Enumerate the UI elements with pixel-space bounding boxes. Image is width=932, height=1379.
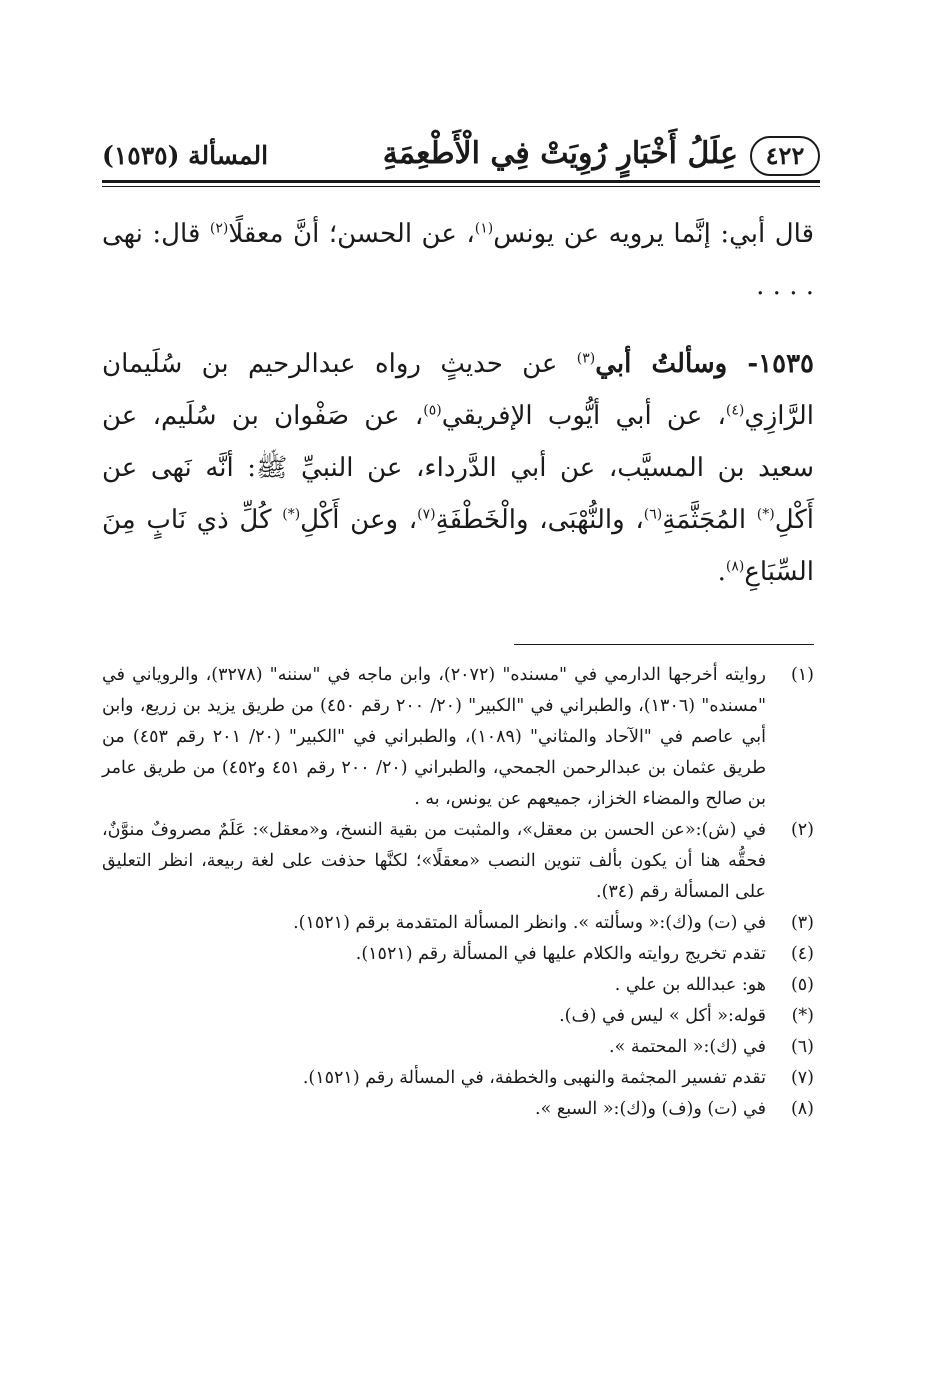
footnote <box>102 1032 814 1063</box>
footnote-text: في (ت) و(ك):« وسألته ». وانظر المسألة المتقدمة برقم (١٥٢١). <box>293 913 766 933</box>
text-run: . <box>717 557 726 587</box>
issue-number: ١٥٣٥- وسألتُ أبي <box>595 349 814 379</box>
footnotes <box>102 660 814 1125</box>
footnote-text: روايته أخرجها الدارمي في "مسنده" (٢٠٧٢)، وابن ماجه في "سننه" (٣٢٧٨)، والروياني في "مسنده" (١٣٠٦)، والطبراني في "الكبير" (٢٠/ ٢٠٠ رقم ٤٥٠) من طريق يزيد بن زريع، وابن أبي عاصم في "الآحاد والمثاني" (١٠٨٩)، والطبراني في "الكبير" (٢٠/ ٢٠١ رقم ٤٥٣) من طريق عثمان بن عبدالرحمن الجمحي، والطبراني (٢٠/ ٢٠٠ رقم ٤٥١ و٤٥٢) من طريق عامر بن صالح والمضاء الخزاز، جميعهم عن يونس، به . <box>102 665 767 809</box>
footnote <box>102 908 814 939</box>
footnote-number: (٣) <box>790 913 814 933</box>
footnote <box>102 660 814 815</box>
footnote <box>102 939 814 970</box>
footnote-ref: (*) <box>756 506 775 523</box>
footnote-text: هو: عبدالله بن علي . <box>614 975 766 995</box>
text-run: قال أبي: إنَّما يرويه عن يونس <box>493 219 815 249</box>
footnote-separator <box>514 644 814 645</box>
footnote-ref: (٢) <box>209 220 229 237</box>
text-run: عن حديثٍ رواه عبدالرحيم بن سُلَيمان الرَّازِي <box>102 349 814 431</box>
header-rule-thick <box>102 180 820 183</box>
text-run: ، عن صَفْوان بن سُلَيم، عن سعيد بن المسيَّب، عن أبي الدَّرداء، عن النبيِّ ﷺ: أنَّه نَهى عن أَكْلِ <box>102 401 814 535</box>
footnote-ref: (٦) <box>643 506 663 523</box>
text-run: كُلِّ ذي نَابٍ مِنَ السِّبَاعِ <box>102 505 814 587</box>
footnote <box>102 1001 814 1032</box>
paragraph-2 <box>102 338 814 598</box>
footnote-ref: (٧) <box>417 506 436 523</box>
footnote <box>102 815 814 908</box>
footnote-number: (*) <box>791 1006 814 1026</box>
book-title: عِلَلُ أَخْبَارٍ رُوِيَتْ فِي الْأَطْعِمَةِ <box>382 136 738 171</box>
footnote-ref: (٥) <box>423 402 442 419</box>
footnote <box>102 1094 814 1125</box>
footnote-text: في (ك):« المحتمة ». <box>609 1037 766 1057</box>
footnote-number: (٧) <box>790 1068 814 1088</box>
text-run: ، عن الحسن؛ أنَّ معقلًا <box>228 219 475 249</box>
footnote-text: تقدم تخريج روايته والكلام عليها في المسألة رقم (١٥٢١). <box>355 944 766 964</box>
footnote-ref: (١) <box>474 220 494 237</box>
page-header <box>102 132 820 180</box>
footnote <box>102 970 814 1001</box>
text-run: ، وعن أَكْلِ <box>300 505 418 535</box>
footnote-text: في (ت) و(ف) و(ك):« السبع ». <box>535 1099 766 1119</box>
footnote-number: (٢) <box>790 820 814 840</box>
issue-label: المسألة (١٥٣٥) <box>102 141 269 170</box>
footnote-text: قوله:« أكل » ليس في (ف). <box>559 1006 766 1026</box>
text-run: قال: نهى . . . . <box>102 219 814 301</box>
text-run: ، والنُّهْبَى، والْخَطْفَةِ <box>435 505 644 535</box>
text-run: ، عن أبي أيُّوب الإفريقي <box>441 401 726 431</box>
footnote-ref: (*) <box>282 506 301 523</box>
main-text <box>102 208 814 598</box>
footnote <box>102 1063 814 1094</box>
footnote-number: (٦) <box>790 1037 814 1057</box>
footnote-number: (٤) <box>790 944 814 964</box>
footnote-text: في (ش):«عن الحسن بن معقل»، والمثبت من بقية النسخ، و«معقل»: عَلَمٌ مصروفٌ منوَّنٌ، فحقُّه هنا أن يكون بألف تنوين النصب «معقلًا»؛ لكنَّها حذفت على لغة ربيعة، انظر التعليق على المسألة رقم (٣٤). <box>102 820 766 902</box>
text-run: المُجَثَّمَةِ <box>662 505 757 535</box>
footnote-text: تقدم تفسير المجثمة والنهبى والخطفة، في المسألة رقم (١٥٢١). <box>302 1068 766 1088</box>
page-number: ٤٢٢ <box>750 136 820 176</box>
footnote-number: (١) <box>790 665 814 685</box>
footnote-ref: (٨) <box>725 558 745 575</box>
header-rule-thin <box>102 186 820 187</box>
paragraph-1 <box>102 208 814 312</box>
footnote-number: (٨) <box>790 1099 814 1119</box>
footnote-ref: (٣) <box>576 350 596 367</box>
footnote-ref: (٤) <box>725 402 745 419</box>
footnote-number: (٥) <box>790 975 814 995</box>
